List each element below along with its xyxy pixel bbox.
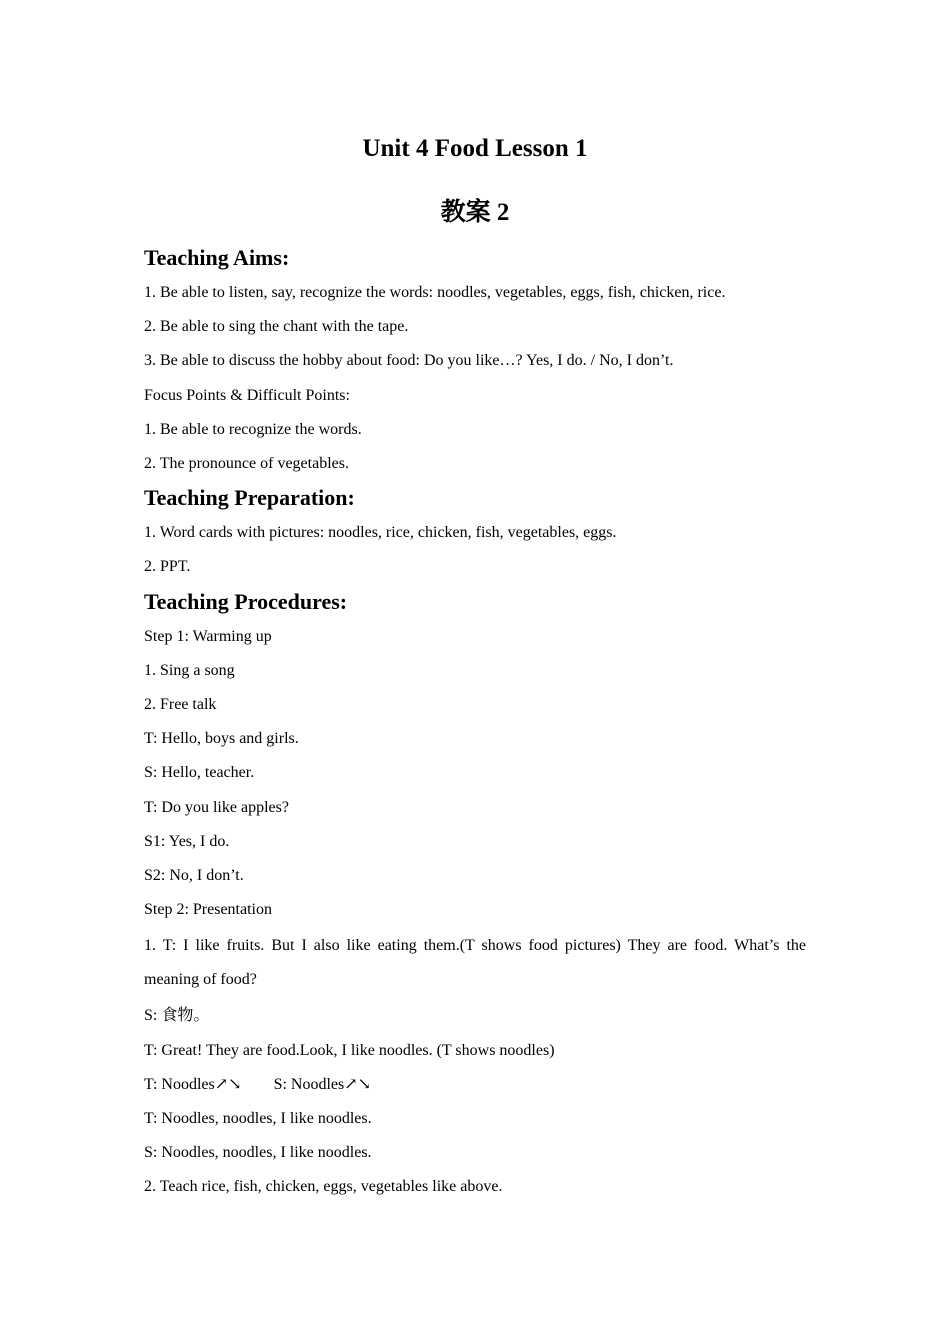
text-line: 2. The pronounce of vegetables. xyxy=(144,455,349,473)
text-line: Step 2: Presentation xyxy=(144,901,272,919)
text-line: S: 食物。 xyxy=(144,1007,210,1025)
text-line: 2. Be able to sing the chant with the tape. xyxy=(144,318,409,336)
text-line: 2. Teach rice, fish, chicken, eggs, vegetables like above. xyxy=(144,1178,503,1196)
text-line: 2. Free talk xyxy=(144,696,217,714)
text-line: 3. Be able to discuss the hobby about food: Do you like…? Yes, I do. / No, I don’t. xyxy=(144,352,674,370)
text-line: Focus Points & Difficult Points: xyxy=(144,386,350,404)
document-title: Unit 4 Food Lesson 1 xyxy=(362,135,588,162)
text-line: S2: No, I don’t. xyxy=(144,867,244,885)
paragraph-continuation: meaning of food? xyxy=(144,971,257,989)
student-line: S: Noodles↗↘ xyxy=(273,1075,372,1093)
dialog-line xyxy=(144,1068,806,1102)
text-line: 2. PPT. xyxy=(144,558,191,576)
text-line: T: Do you like apples? xyxy=(144,798,289,816)
paragraph-first-line: 1. T: I like fruits. But I also like eating them.(T shows food pictures) They are food. What’s the xyxy=(144,937,806,955)
text-line: 1. Sing a song xyxy=(144,661,235,679)
text-line: 1. Word cards with pictures: noodles, rice, chicken, fish, vegetables, eggs. xyxy=(144,524,617,542)
section-teaching-preparation xyxy=(144,480,806,584)
section-heading: Teaching Preparation: xyxy=(144,485,355,511)
text-line: 1. Be able to listen, say, recognize the words: noodles, vegetables, eggs, fish, chicken, rice. xyxy=(144,284,726,301)
text-line: S: Hello, teacher. xyxy=(144,764,255,782)
section-heading: Teaching Aims: xyxy=(144,245,290,270)
text-line: S1: Yes, I do. xyxy=(144,832,230,850)
section-teaching-aims xyxy=(144,240,806,481)
text-line: S: Noodles, noodles, I like noodles. xyxy=(144,1144,372,1162)
text-line: T: Hello, boys and girls. xyxy=(144,730,299,748)
section-teaching-procedures xyxy=(144,584,806,1205)
text-line: Step 1: Warming up xyxy=(144,627,272,645)
text-line: T: Great! They are food.Look, I like noodles. (T shows noodles) xyxy=(144,1041,555,1059)
text-line: 1. Be able to recognize the words. xyxy=(144,420,362,438)
document-subtitle: 教案 2 xyxy=(440,199,510,226)
teacher-line: T: Noodles↗↘ xyxy=(144,1075,242,1093)
text-line: T: Noodles, noodles, I like noodles. xyxy=(144,1110,372,1128)
document-page xyxy=(144,130,806,1205)
section-heading: Teaching Procedures: xyxy=(144,588,348,614)
